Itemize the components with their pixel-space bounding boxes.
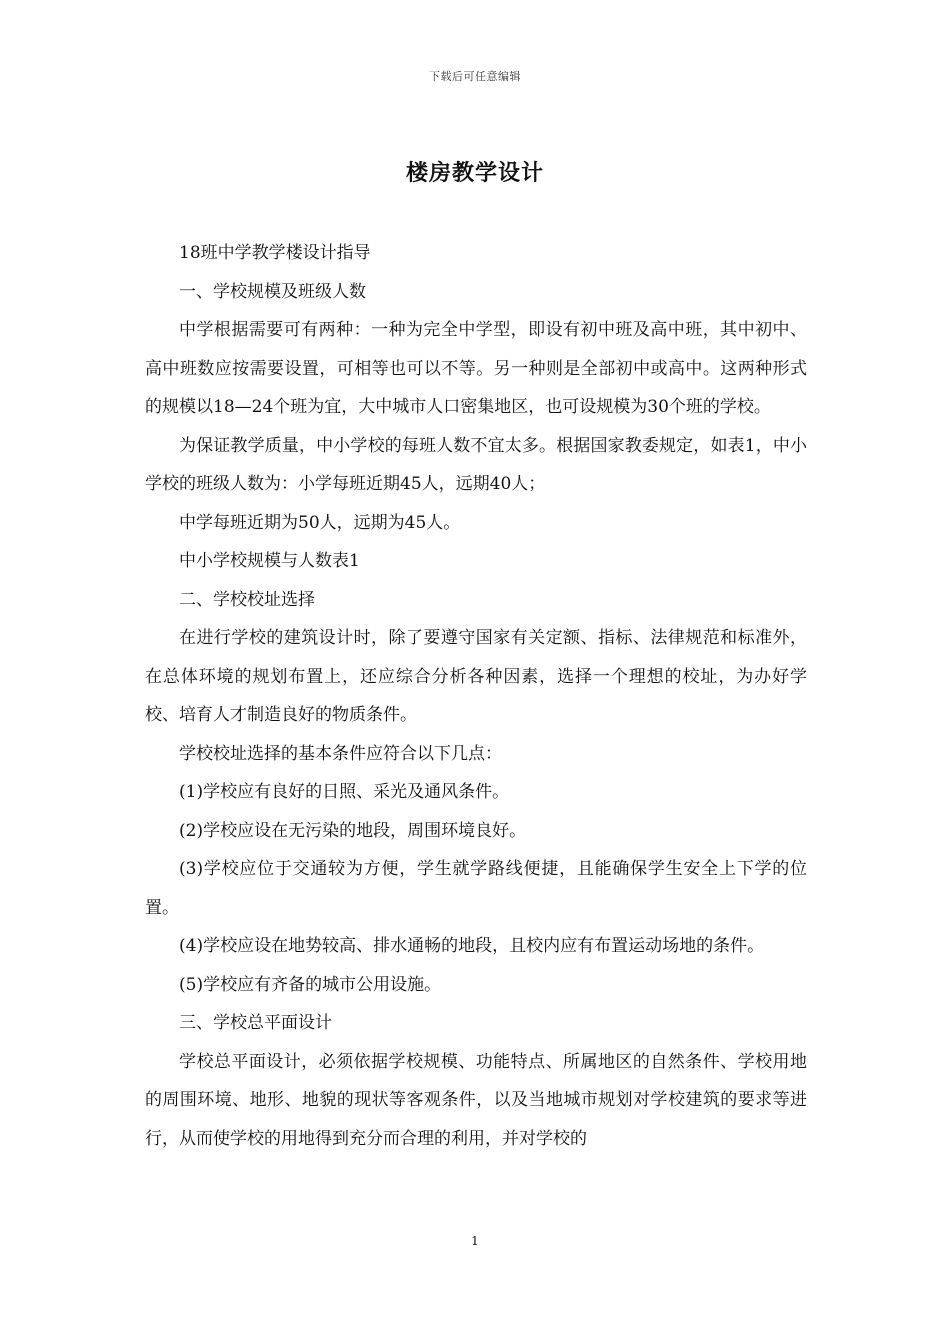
header-note: 下载后可任意编辑 [429,70,521,83]
list-item: (5)学校应有齐备的城市公用设施。 [179,974,442,995]
page-number: 1 [471,1234,479,1248]
paragraph: 中学根据需要可有两种：一种为完全中学型，即设有初中班及高中班，其中初中、高中班数应按需要设置，可相等也可以不等。另一种则是全部初中或高中。这两种形式的规模以18—24个班为宜，大中城市人口密集地区，也可设规模为30个班的学校。 [145,320,807,417]
section-heading-2: 二、学校校址选择 [179,589,315,610]
paragraph: 中学每班近期为50人，远期为45人。 [179,512,461,533]
table-caption: 中小学校规模与人数表1 [179,551,360,571]
list-item: (2)学校应设在无污染的地段，周围环境良好。 [179,820,527,841]
paragraph: 在进行学校的建筑设计时，除了要遵守国家有关定额、指标、法律规范和标准外，在总体环境的规划布置上，还应综合分析各种因素，选择一个理想的校址，为办好学校、培育人才制造良好的物质条件。 [145,628,807,725]
list-item: (1)学校应有良好的日照、采光及通风条件。 [179,782,510,802]
document-body [145,234,807,1158]
document-title: 楼房教学设计 [405,160,544,186]
paragraph-subtitle: 18班中学教学楼设计指导 [179,243,371,263]
list-item: (4)学校应设在地势较高、排水通畅的地段，且校内应有布置运动场地的条件。 [179,936,765,956]
section-heading-3: 三、学校总平面设计 [179,1013,332,1033]
paragraph: 为保证教学质量，中小学校的每班人数不宜太多。根据国家教委规定，如表1，中小学校的班级人数为：小学每班近期45人，远期40人； [145,435,807,494]
paragraph: 学校总平面设计，必须依据学校规模、功能特点、所属地区的自然条件、学校用地的周围环境、地形、地貌的现状等客观条件，以及当地城市规划对学校建筑的要求等进行，从而使学校的用地得到充分而合理的利用，并对学校的 [145,1051,807,1149]
paragraph: 学校校址选择的基本条件应符合以下几点： [179,743,502,764]
section-heading-1: 一、学校规模及班级人数 [179,281,366,302]
list-item: (3)学校应位于交通较为方便，学生就学路线便捷，且能确保学生安全上下学的位置。 [145,859,807,918]
